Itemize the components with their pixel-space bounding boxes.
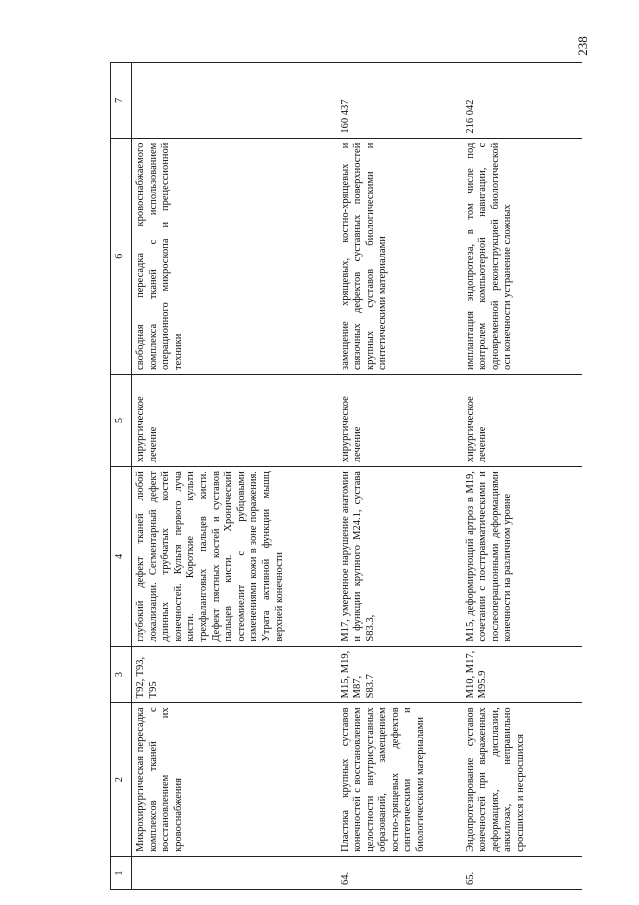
icd-codes: T92, T93, T95 bbox=[132, 646, 337, 703]
header-col-5: 5 bbox=[111, 374, 132, 466]
header-col-4: 4 bbox=[111, 467, 132, 647]
header-col-6: 6 bbox=[111, 138, 132, 374]
table-body bbox=[132, 63, 582, 890]
diagnosis: M15, деформирующий артроз в M19, сочетании с посттравматическими и послеоперационными деформациями конечности на различном уровне bbox=[462, 467, 582, 647]
diagnosis: глубокий дефект тканей любой локализации. Сегментарный дефект длинных трубчатых костей конечностей. Культя первого луча кисти. Короткие культи трехфаланговых пальцев кисти. Дефект пястных костей и суставов пальцев кисти. Хронический остеомиелит с рубцовыми изменениями кожи в зоне поражения. Утрата активной функции мышц верхней конечности bbox=[132, 467, 337, 647]
treatment-method: замещение хрящевых, костно-хрящевых и связочных дефектов суставных поверхностей крупных суставов биологическими и синтетическими материалами bbox=[337, 138, 462, 374]
table-row bbox=[337, 63, 462, 890]
header-col-3: 3 bbox=[111, 646, 132, 703]
cost bbox=[132, 63, 337, 139]
table-row bbox=[132, 63, 337, 890]
cost: 160 437 bbox=[337, 63, 462, 139]
table-header bbox=[111, 63, 132, 890]
table-row bbox=[462, 63, 582, 890]
cost: 216 042 bbox=[462, 63, 582, 139]
service-name: Микрохирургическая пересадка комплексов тканей с восстановлением их кровоснабжения bbox=[132, 703, 337, 857]
header-row bbox=[111, 63, 132, 890]
icd-codes: M10, M17, M95.9 bbox=[462, 646, 582, 703]
icd-codes: M15, M19, M87, S83.7 bbox=[337, 646, 462, 703]
diagnosis: M17, умеренное нарушение анатомии и функции крупного M24.1, сустава S83.3, bbox=[337, 467, 462, 647]
treatment-type: хирургическое лечение bbox=[462, 374, 582, 466]
header-col-1: 1 bbox=[111, 856, 132, 889]
page-number: 238 bbox=[574, 36, 590, 56]
rotated-table-container bbox=[110, 62, 608, 890]
services-table bbox=[110, 62, 582, 890]
row-number: 64. bbox=[337, 856, 462, 889]
treatment-method: имплантация эндопротеза, в том числе под контролем компьютерной навигации, с одновременной реконструкцией биологической оси конечности устранение сложных bbox=[462, 138, 582, 374]
treatment-type: хирургическое лечение bbox=[132, 374, 337, 466]
table-wrapper bbox=[110, 62, 608, 890]
header-col-7: 7 bbox=[111, 63, 132, 139]
header-col-2: 2 bbox=[111, 703, 132, 857]
treatment-method: свободная пересадка кровоснабжаемого комплекса тканей с использованием операционного микроскопа и прецессионной техники bbox=[132, 138, 337, 374]
row-number bbox=[132, 856, 337, 889]
service-name: Эндопротезирование суставов конечностей при выраженных деформациях, дисплазии, анкилозах, неправильно сросшихся и несросшихся bbox=[462, 703, 582, 857]
treatment-type: хирургическое лечение bbox=[337, 374, 462, 466]
service-name: Пластика крупных суставов конечностей с восстановлением целостности внутрисуставных образований, замещением костно-хрящевых дефектов синтетическими и биологическими материалами bbox=[337, 703, 462, 857]
row-number: 65. bbox=[462, 856, 582, 889]
